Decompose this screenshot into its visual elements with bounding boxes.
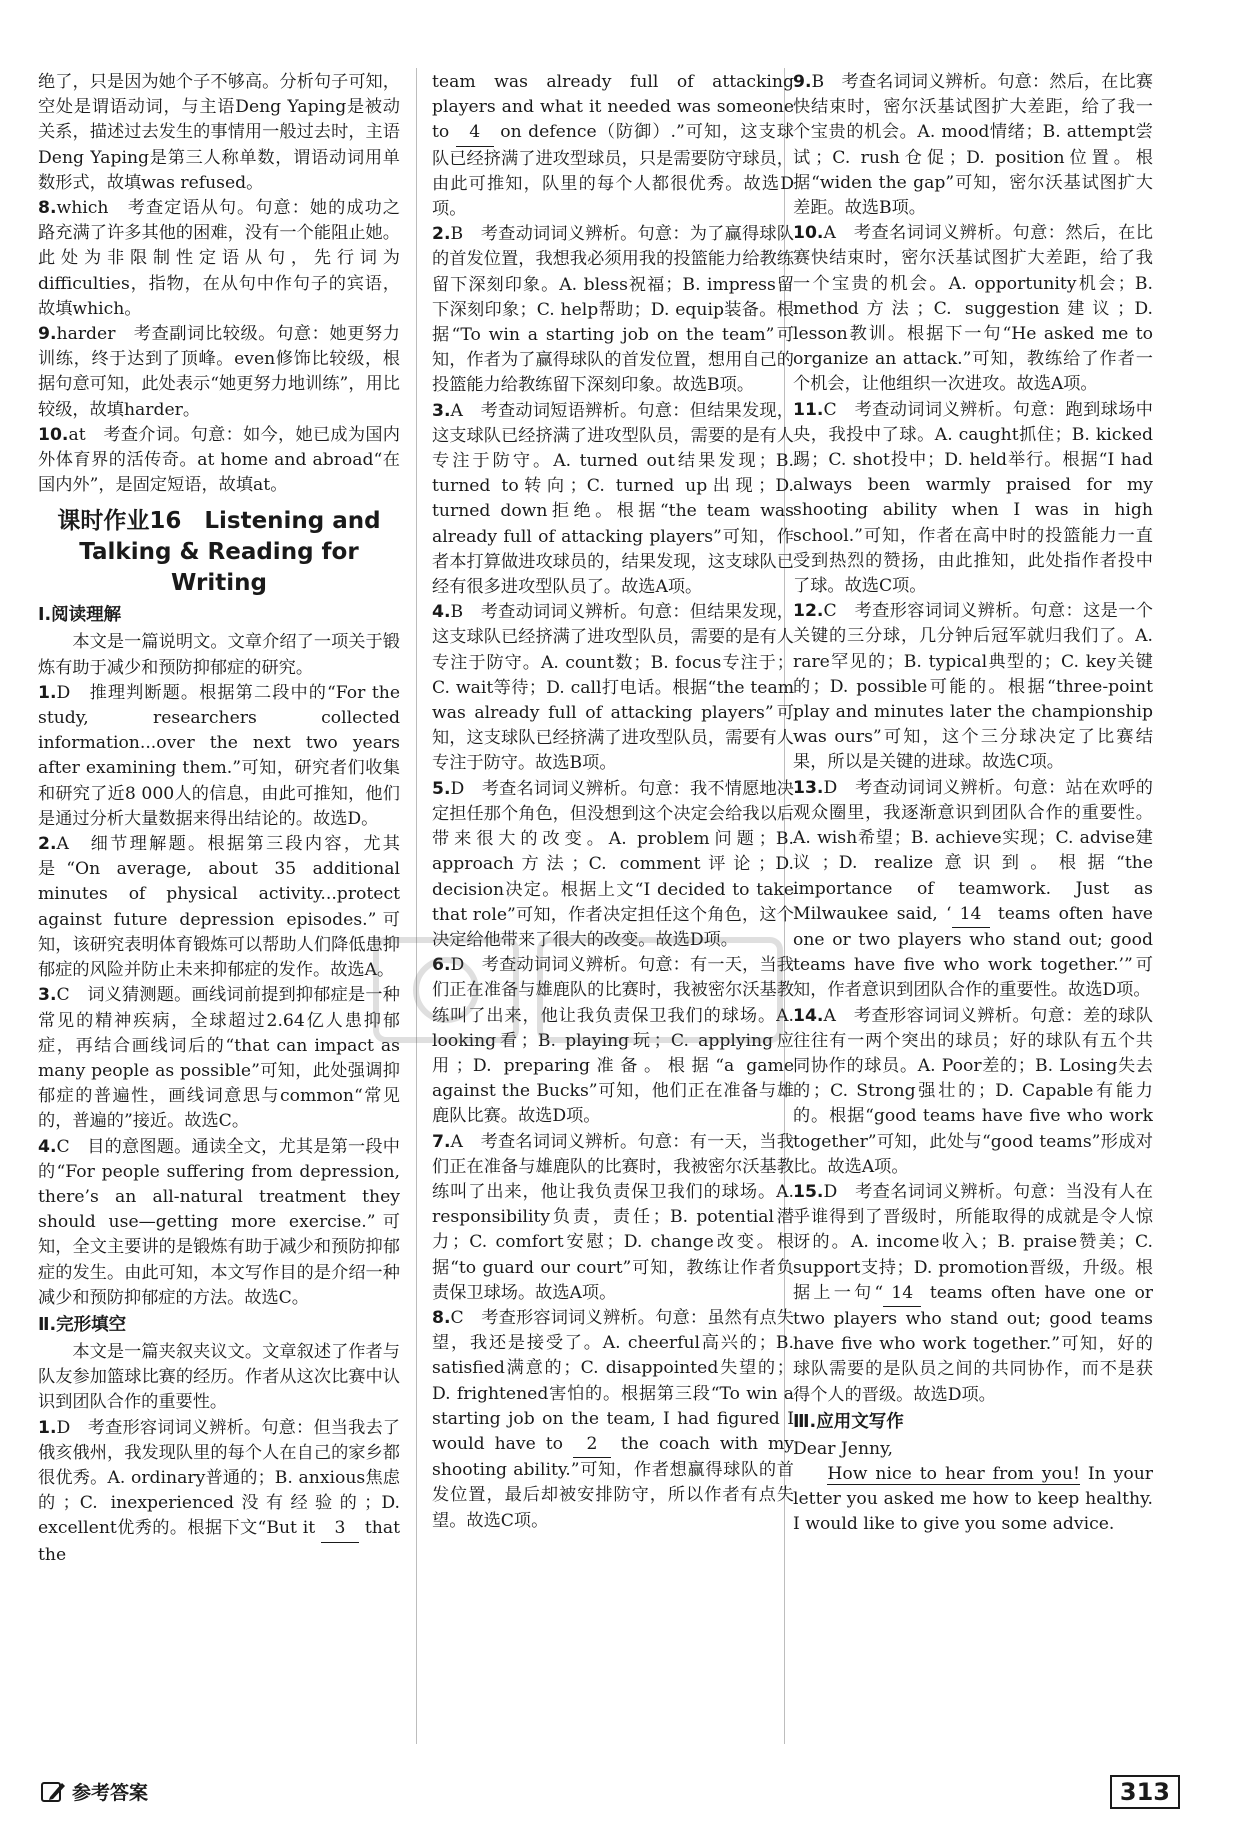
blank-number: 4 <box>456 120 494 146</box>
footer-label: 参考答案 <box>72 1782 149 1804</box>
blank-number: 3 <box>321 1516 359 1542</box>
item-text: harder 考查副词比较级。句意：她更努力训练，终于达到了顶峰。even修饰比较级，根据句意可知，此处表示“她更努力地训练”，用比较级，故填harder。 <box>38 324 400 420</box>
item-text-tail: teams often have one or two players who stand out; good teams have five who work together.’”可知，作者意识到团队合作的重要性。故选D项。 <box>793 903 1153 1001</box>
item-text: B 考查动词词义辨析。句意：但结果发现，这支球队已经挤满了进攻型队员，需要的是有人专注于防守。A. count数；B. focus专注于；C. wait等待；D. call打电话。根据“the team was already full of attacking players”可知，这支球队已经挤满了进攻型队员，需要有人专注于防守。故选B项。 <box>432 602 794 774</box>
item-text: D 考查动词词义辨析。句意：站在欢呼的观众圈里，我逐渐意识到团队合作的重要性。A. wish希望；B. achieve实现；C. advise建议；D. realize意识到。根据“the importance of teamwork. Just as Milwaukee said, ‘ <box>793 777 1153 924</box>
section-title: Ⅲ.应用文写作 <box>793 1411 904 1432</box>
answer-item <box>432 1306 794 1534</box>
answer-item <box>432 399 794 601</box>
answer-item <box>432 953 794 1129</box>
letter-body: In your letter you asked me how to keep healthy. I would like to give you some advice. <box>793 1463 1153 1535</box>
column-1 <box>38 70 400 1749</box>
answer-item <box>38 983 400 1134</box>
answer-item <box>432 600 794 776</box>
continuation-text <box>432 70 794 222</box>
item-number: 10. <box>38 424 69 445</box>
item-text-tail: that the <box>38 1518 400 1565</box>
lesson-heading: 课时作业16 Listening and Talking & Reading for Writing <box>57 508 381 597</box>
item-text: C 考查形容词词义辨析。句意：虽然有点失望，我还是接受了。A. cheerful高兴的；B. satisfied满意的；C. disappointed失望的；D. frightened害怕的。根据第三段“To win a starting job on the team, I had figured I would have to <box>432 1307 794 1454</box>
item-number: 8. <box>432 1307 451 1328</box>
item-text: which 考查定语从句。句意：她的成功之路充满了许多其他的困难，没有一个能阻止她。此处为非限制性定语从句，先行词为difficulties，指物，在从句中作句子的宾语，故填which。 <box>38 198 400 319</box>
item-text: D 推理判断题。根据第二段中的“For the study, researchers collected information...over the next two years after examining them.”可知，研究者们收集和研究了近8 000人的信息，由此可推知，他们是通过分析大量数据来得出结论的。故选D。 <box>38 682 400 829</box>
item-text: B 考查动词词义辨析。句意：为了赢得球队的首发位置，我想我必须用我的投篮能力给教练留下深刻印象。A. bless祝福；B. impress留下深刻印象；C. help帮助；D. equip装备。根据“To win a starting job on the team”可知，作者为了赢得球队的首发位置，想用自己的投篮能力给教练留下深刻印象。故选B项。 <box>432 224 794 396</box>
answer-item <box>38 1135 400 1311</box>
continuation-text-b: on defence（防御）.”可知，这支球队已经挤满了进攻型球员，只是需要防守球员，由此可推知，队里的每个人都很优秀。故选D项。 <box>432 122 794 220</box>
item-number: 1. <box>38 682 57 703</box>
item-number: 3. <box>38 985 57 1006</box>
item-text-tail: the coach with my shooting ability.”可知，作者想赢得球队的首发位置，最后却被安排防守，所以作者有点失望。故选C项。 <box>432 1433 794 1531</box>
item-text: D 考查动词词义辨析。句意：有一天，当我们正在准备与雄鹿队的比赛时，我被密尔沃基教练叫了出来，他让我负责保卫我们的球场。A. looking看；B. playing玩；C. applying应用；D. preparing准备。根据“a game against the Bucks”可知，他们正在准备与雄鹿队比赛。故选D项。 <box>432 955 794 1127</box>
continuation-text-a: team was already full of attacking players and what it needed was someone to <box>432 72 794 143</box>
continuation-text: 绝了，只是因为她个子不够高。分析句子可知，空处是谓语动词，与主语Deng Yaping是被动关系，描述过去发生的事情用一般过去时，主语Deng Yaping是第三人称单数，谓语动词用单数形式，故填was refused。 <box>38 72 400 193</box>
answer-item <box>432 222 794 398</box>
item-text: D 考查形容词词义辨析。句意：但当我去了俄亥俄州，我发现队里的每个人在自己的家乡都很优秀。A. ordinary普通的；B. anxious焦虑的；C. inexperienced没有经验的；D. excellent优秀的。根据下文“But it <box>38 1417 400 1539</box>
item-number: 4. <box>38 1136 57 1157</box>
item-number: 3. <box>432 400 451 421</box>
item-number: 13. <box>793 777 824 798</box>
answer-item <box>793 599 1153 775</box>
item-number: 14. <box>793 1005 824 1026</box>
answer-item <box>38 1416 400 1568</box>
item-number: 9. <box>793 72 812 92</box>
column-divider <box>416 68 417 1744</box>
blank-number: 2 <box>573 1432 611 1458</box>
item-number: 2. <box>38 834 57 855</box>
letter-salutation: Dear Jenny, <box>793 1438 893 1459</box>
footer-label-area <box>40 1778 148 1805</box>
item-text: A 细节理解题。根据第三段内容，尤其是“On average, about 35 additional minutes of physical activity...protect against future depression episodes.”可知，该研究表明体育锻炼可以帮助人们降低患抑郁症的风险并防止未来抑郁症的发作。故选A。 <box>38 834 400 981</box>
item-text: A 考查名词词义辨析。句意：然后，在比赛快结束时，密尔沃基试图扩大差距，给了我一个宝贵的机会。A. opportunity机会；B. method方法；C. suggestion建议；D. lesson教训。根据下一句“He asked me to organize an attack.”可知，教练给了作者一个机会，让他组织一次进攻。故选A项。 <box>793 223 1153 395</box>
answer-item <box>793 776 1153 1004</box>
answer-item <box>793 1180 1153 1408</box>
item-number: 1. <box>38 1417 57 1438</box>
answer-item <box>432 777 794 953</box>
item-text: B 考查名词词义辨析。句意：然后，在比赛快结束时，密尔沃基试图扩大差距，给了我一个宝贵的机会。A. mood情绪；B. attempt尝试；C. rush仓促；D. position位置。根据“widen the gap”可知，密尔沃基试图扩大差距。故选B项。 <box>793 72 1153 219</box>
column-2 <box>432 70 794 1749</box>
page-number: 313 <box>1110 1775 1180 1809</box>
pen-icon <box>40 1779 66 1805</box>
answer-item <box>38 423 400 499</box>
item-text: at 考查介词。句意：如今，她已成为国内外体育界的活传奇。at home and abroad“在国内外”，是固定短语，故填at。 <box>38 424 400 496</box>
item-text: A 考查名词词义辨析。句意：有一天，当我们正在准备与雄鹿队的比赛时，我被密尔沃基教练叫了出来，他让我负责保卫我们的球场。A. responsibility负责，责任；B. potential潜力；C. comfort安慰；D. change改变。根据“to guard our court”可知，教练让作者负责保卫球场。故选A项。 <box>432 1131 794 1303</box>
item-text: C 目的意图题。通读全文，尤其是第一段中的“For people suffering from depression, there’s an all-natural treatment they should use—getting more exercise.”可知，全文主要讲的是锻炼有助于减少和预防抑郁症的发生。由此可知，本文写作目的是介绍一种减少和预防抑郁症的方法。故选C。 <box>38 1136 400 1308</box>
answer-item <box>38 196 400 322</box>
answer-item <box>793 398 1153 600</box>
item-number: 8. <box>38 198 57 219</box>
answer-item <box>38 322 400 423</box>
item-text: D 考查名词词义辨析。句意：当没有人在乎谁得到了晋级时，所能取得的成就是令人惊讶的。A. income收入；B. praise赞美；C. support支持；D. promotion晋级，升级。根据上一句“ <box>793 1181 1153 1303</box>
item-number: 11. <box>793 399 824 420</box>
answer-item <box>793 221 1153 397</box>
blank-number: 14 <box>952 902 990 928</box>
item-number: 4. <box>432 602 451 623</box>
letter-paragraph <box>793 1462 1153 1538</box>
item-text: C 考查动词词义辨析。句意：跑到球场中央，我投中了球。A. caught抓住；B. kicked踢；C. shot投中；D. held举行。根据“I had always been warmly praised for my shooting ability when I was in high school.”可知，作者在高中时的投篮能力一直受到热烈的赞扬，由此推知，此处指作者投中了球。故选C项。 <box>793 399 1153 597</box>
answer-item <box>793 70 1153 221</box>
column-3 <box>793 70 1153 1749</box>
section-intro: 本文是一篇说明文。文章介绍了一项关于锻炼有助于减少和预防抑郁症的研究。 <box>38 632 400 678</box>
section-title: Ⅰ.阅读理解 <box>38 605 122 626</box>
item-number: 15. <box>793 1181 824 1202</box>
item-text-tail: teams often have one or two players who stand out; good teams have five who work together.”可知，好的球队需要的是队员之间的共同协作，而不是获得个人的晋级。故选D项。 <box>793 1282 1153 1405</box>
item-number: 7. <box>432 1131 451 1152</box>
blank-number: 14 <box>883 1281 921 1307</box>
letter-underlined-sentence: How nice to hear from you! <box>827 1463 1080 1484</box>
item-text: A 考查形容词词义辨析。句意：差的球队往往有一两个突出的球员；好的球队有五个共同协作的球员。A. Poor差的；B. Losing失去的；C. Strong强壮的；D. Capable有能力的。根据“good teams have five who work together”可知，此处与“good teams”形成对比。故选A项。 <box>793 1005 1153 1177</box>
item-text: C 考查形容词词义辨析。句意：这是一个关键的三分球，几分钟后冠军就归我们了。A. rare罕见的；B. typical典型的；C. key关键的；D. possible可能的。根据“three-point play and minutes later the championship was ours”可知，这个三分球决定了比赛结果，所以是关键的进球。故选C项。 <box>793 601 1153 773</box>
answer-item <box>432 1130 794 1306</box>
item-text: C 词义猜测题。画线词前提到抑郁症是一种常见的精神疾病，全球超过2.64亿人患抑郁症，再结合画线词后的“that can impact as many people as possible”可知，此处强调抑郁症的普遍性，画线词意思与common“常见的，普遍的”接近。故选C。 <box>38 985 400 1132</box>
item-number: 10. <box>793 223 824 244</box>
item-text: A 考查动词短语辨析。句意：但结果发现，这支球队已经挤满了进攻型队员，需要的是有人专注于防守。A. turned out结果发现；B. turned to转向；C. turned up出现；D. turned down拒绝。根据“the team was already full of attacking players”可知，作者本打算做进攻球员的，结果发现，这支球队已经有很多进攻型队员了。故选A项。 <box>432 400 794 598</box>
item-number: 2. <box>432 224 451 245</box>
answer-item <box>38 681 400 832</box>
item-number: 5. <box>432 778 451 799</box>
answer-item <box>38 832 400 983</box>
item-number: 12. <box>793 601 824 622</box>
item-number: 9. <box>38 324 57 345</box>
answer-item <box>793 1004 1153 1180</box>
item-number: 6. <box>432 955 451 976</box>
section-intro: 本文是一篇夹叙夹议文。文章叙述了作者与队友参加篮球比赛的经历。作者从这次比赛中认识到团队合作的重要性。 <box>38 1341 400 1413</box>
section-title: Ⅱ.完形填空 <box>38 1314 127 1335</box>
item-text: D 考查名词词义辨析。句意：我不情愿地决定担任那个角色，但没想到这个决定会给我以后带来很大的改变。A. problem问题；B. approach方法；C. comment评论；D. decision决定。根据上文“I decided to take that role”可知，作者决定担任这个角色，这个决定给他带来了很大的改变。故选D项。 <box>432 778 794 950</box>
